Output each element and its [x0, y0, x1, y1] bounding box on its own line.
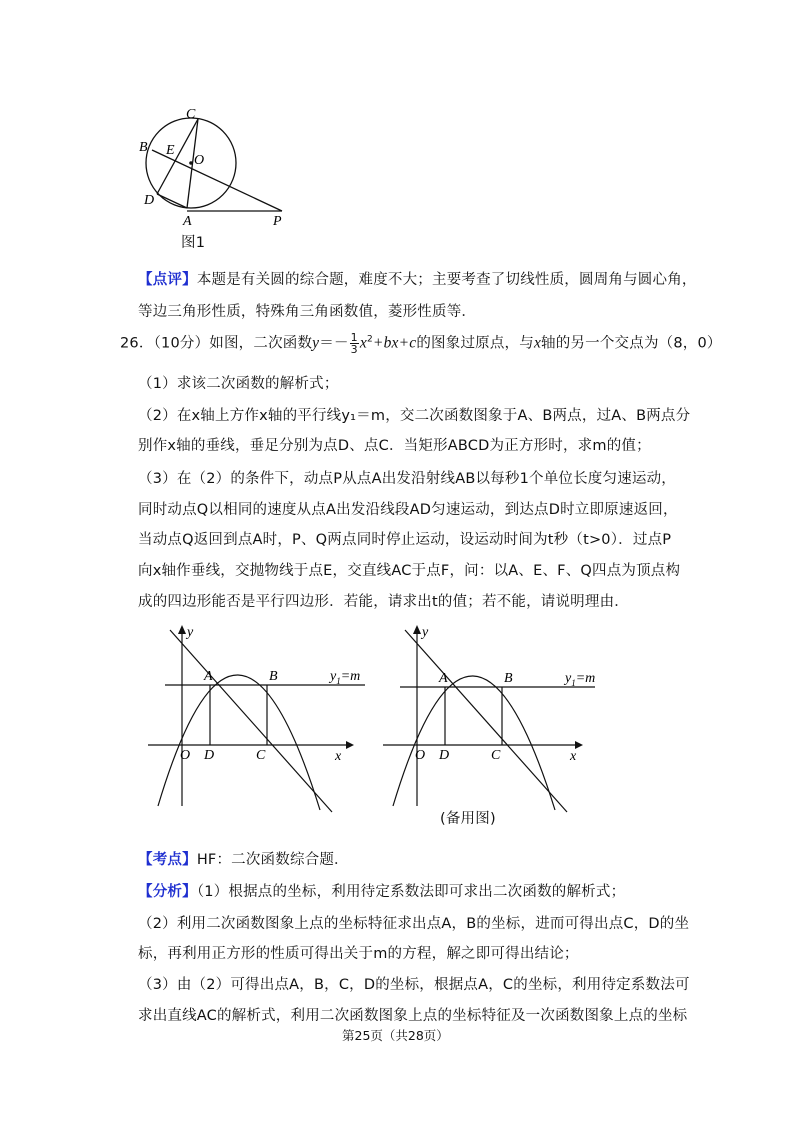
label-p: P [273, 214, 282, 229]
label-d: D [204, 748, 215, 763]
label-y-axis: y [187, 625, 194, 640]
x-axis-arrow [346, 741, 354, 749]
graph-2 [375, 620, 605, 820]
label-b: B [269, 669, 278, 684]
q26-number: 26． [120, 335, 154, 352]
label-o: O [415, 748, 426, 763]
chord-cd [157, 119, 198, 194]
label-e: E [166, 143, 175, 158]
line-ac [405, 630, 567, 812]
label-o: O [194, 153, 205, 168]
figure-1-caption: 图1 [181, 235, 206, 251]
q26-intro-x: x [533, 334, 542, 352]
chord-da [157, 194, 187, 208]
q26-intro-b: 的图象过原点，与 [416, 335, 534, 352]
review-text-1: 本题是有关圆的综合题，难度不大；主要考查了切线性质，圆周角与圆心角， [196, 272, 697, 288]
label-y-axis: y [422, 625, 429, 640]
q26-intro-c: 轴的另一个交点为（8，0） [541, 335, 722, 352]
label-o: O [180, 748, 191, 763]
review-line-2: 等边三角形性质，特殊角三角函数值，菱形性质等． [138, 304, 477, 320]
label-a: A [439, 671, 448, 686]
figure-1-circle [130, 105, 300, 255]
eq-rest: +bx+c [372, 334, 417, 352]
kaodian-line [138, 850, 349, 870]
q26-part-3-line-1: （3）在（2）的条件下，动点P从点A出发沿射线AB以每秒1个单位长度匀速运动， [138, 471, 677, 487]
y-axis-arrow [413, 625, 421, 634]
q26-part-3-line-5: 成的四边形能否是平行四边形．若能，请求出t的值；若不能，请说明理由． [138, 594, 629, 610]
kaodian-text: HF：二次函数综合题． [196, 852, 349, 868]
fenxi-line-1 [138, 882, 625, 902]
page-footer: 第25页（共28页） [342, 1028, 449, 1043]
label-a: A [204, 669, 213, 684]
label-c: C [256, 748, 266, 763]
graph-2-caption: (备用图) [440, 811, 496, 827]
fenxi-line-3: 标，再利用正方形的性质可得出关于m的方程，解之即可得出结论； [138, 946, 579, 962]
q26-part-2-line-1: （2）在x轴上方作x轴的平行线y₁＝m，交二次函数图象于A、B两点，过A、B两点分 [138, 408, 691, 424]
label-d: D [439, 748, 450, 763]
eq-exp: 2 [366, 334, 373, 345]
label-line: $y_1=m$ [330, 669, 361, 686]
label-a: A [183, 214, 192, 229]
q26-score: （10分） [153, 335, 210, 352]
y-axis-arrow [178, 625, 186, 634]
q26-header [120, 332, 722, 355]
label-line: $y_1=m$ [565, 671, 596, 688]
fenxi-tag: 【分析】 [138, 884, 197, 900]
q26-intro-a: 如图，二次函数 [209, 335, 313, 352]
center-point [189, 161, 193, 165]
eq-fraction: $\frac{1}{3}$ [350, 331, 358, 356]
q26-part-2-line-2: 别作x轴的垂线，垂足分别为点D、点C．当矩形ABCD为正方形时，求m的值； [138, 438, 651, 454]
q26-part-3-line-2: 同时动点Q以相同的速度从点A出发沿线段AD匀速运动，到达点D时立即原速返回， [138, 502, 678, 518]
label-x-axis: x [570, 749, 577, 764]
eq-y: y [312, 334, 320, 352]
label-x-axis: x [335, 749, 342, 764]
q26-part-3-line-4: 向x轴作垂线，交抛物线于点E，交直线AC于点F，问：以A、E、F、Q四点为顶点构 [138, 563, 681, 579]
x-axis-arrow [575, 741, 583, 749]
label-d: D [144, 193, 155, 208]
fenxi-line-5: 求出直线AC的解析式，利用二次函数图象上点的坐标特征及一次函数图象上点的坐标 [138, 1008, 688, 1024]
secant-bp [152, 150, 282, 211]
review-line-1 [138, 270, 697, 290]
eq-x: x [359, 334, 367, 352]
label-c: C [186, 107, 196, 122]
graph-1 [140, 620, 370, 820]
kaodian-tag: 【考点】 [138, 852, 197, 868]
eq-eq: ＝－ [319, 335, 349, 352]
label-b: B [139, 140, 148, 155]
label-c: C [491, 748, 501, 763]
line-ac [170, 630, 332, 812]
review-tag: 【点评】 [138, 272, 197, 288]
label-b: B [504, 671, 513, 686]
fenxi-line-4: （3）由（2）可得出点A，B，C，D的坐标，根据点A，C的坐标，利用待定系数法可 [138, 977, 690, 993]
q26-part-1: （1）求该二次函数的解析式； [138, 376, 339, 392]
fenxi-text-1: （1）根据点的坐标，利用待定系数法即可求出二次函数的解析式； [196, 884, 626, 900]
fenxi-line-2: （2）利用二次函数图象上点的坐标特征求出点A，B的坐标，进而可得出点C，D的坐 [138, 916, 690, 932]
q26-part-3-line-3: 当动点Q返回到点A时，P、Q两点同时停止运动，设运动时间为t秒（t>0）．过点P [138, 532, 672, 548]
